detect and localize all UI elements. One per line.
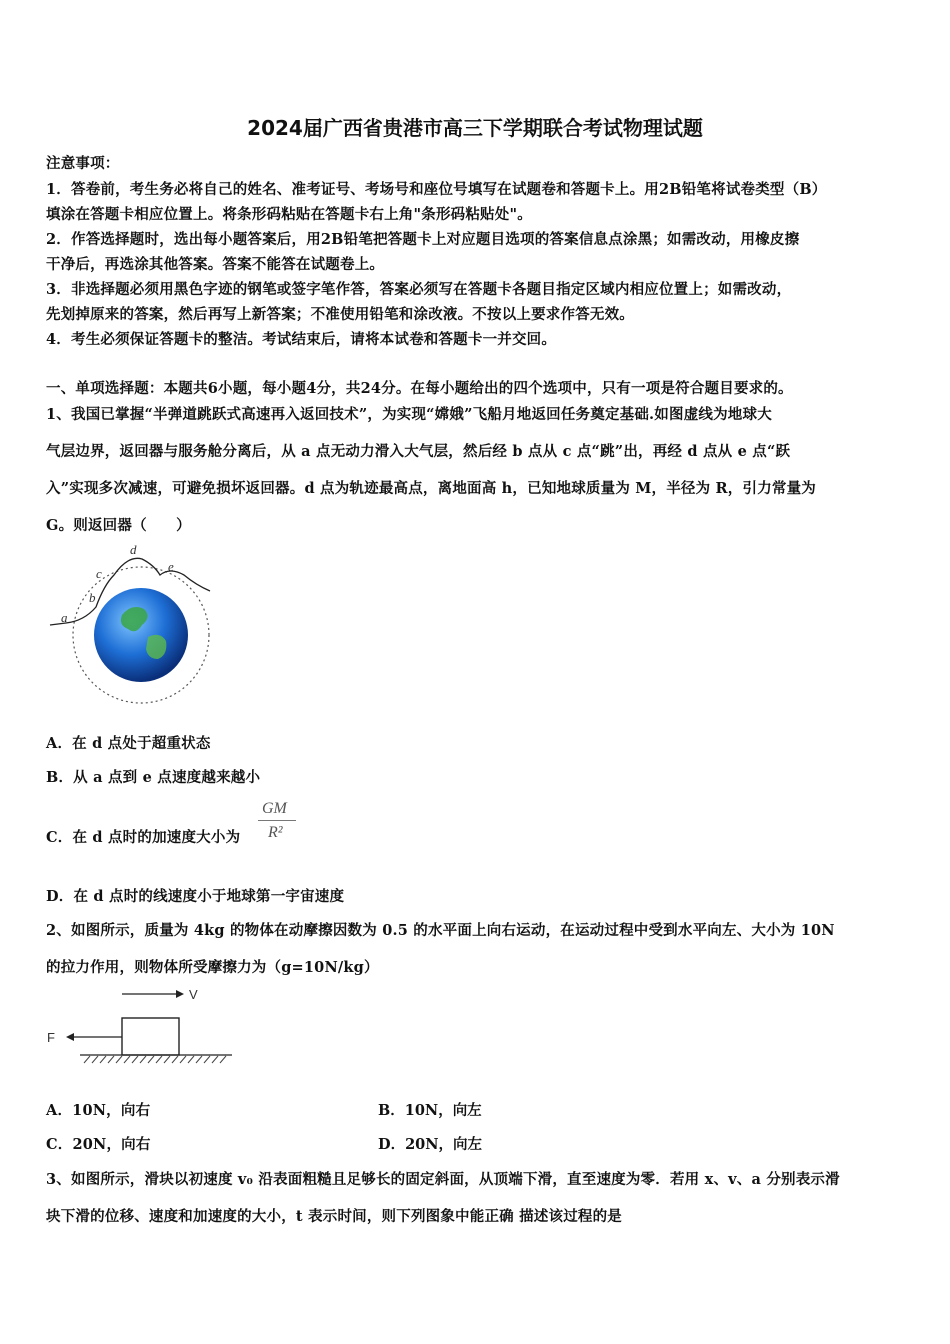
- fig-label-e: e: [168, 559, 174, 574]
- question-2-text: 2、如图所示，质量为 4kg 的物体在动摩擦因数为 0.5 的水平面上向右运动，在运动过程中受到水平向左、大小为 10N: [46, 922, 835, 939]
- fig-label-a: a: [61, 610, 68, 625]
- question-1-text: 1、我国已掌握“半弹道跳跃式高速再入返回技术”，为实现“嫦娥”飞船月地返回任务奠定基础.如图虚线为地球大: [46, 406, 772, 423]
- section-heading: 一、单项选择题：本题共6小题，每小题4分，共24分。在每小题给出的四个选项中，只有一项是符合题目要求的。: [46, 380, 793, 397]
- notice-line: 1．答卷前，考生务必将自己的姓名、准考证号、考场号和座位号填写在试题卷和答题卡上。用2B铅笔将试卷类型（B）: [46, 181, 827, 198]
- force-label: F: [47, 1030, 55, 1045]
- notice-line: 3．非选择题必须用黑色字迹的钢笔或签字笔作答，答案必须写在答题卡各题目指定区域内相应位置上；如需改动，: [46, 281, 792, 298]
- question-3-text: 3、如图所示，滑块以初速度 v₀ 沿表面粗糙且足够长的固定斜面，从顶端下滑，直至速度为零．若用 x、v、a 分别表示滑: [46, 1171, 840, 1188]
- velocity-label: V: [189, 987, 198, 1002]
- fraction-numerator: GM: [262, 800, 287, 817]
- q2-option-a: A．10N，向右: [46, 1102, 151, 1119]
- block-diagram: [44, 983, 244, 1071]
- block: [122, 1018, 179, 1055]
- notice-heading: 注意事项：: [46, 155, 120, 172]
- page-title: 2024届广西省贵港市高三下学期联合考试物理试题: [247, 116, 703, 140]
- question-1-text: 入”实现多次减速，可避免损坏返回器。d 点为轨迹最高点，离地面高 h，已知地球质量为 M，半径为 R，引力常量为: [46, 480, 817, 497]
- notice-line: 4．考生必须保证答题卡的整洁。考试结束后，请将本试卷和答题卡一并交回。: [46, 331, 557, 348]
- q1-option-a: A．在 d 点处于超重状态: [46, 735, 211, 752]
- notice-line: 干净后，再选涂其他答案。答案不能答在试题卷上。: [46, 256, 385, 273]
- reentry-diagram: [44, 545, 219, 710]
- question-1-text: G。则返回器（ ）: [46, 517, 191, 534]
- fig-label-c: c: [96, 566, 102, 581]
- arrow-right-icon: [176, 990, 184, 998]
- fig-label-b: b: [89, 590, 96, 605]
- notice-line: 先划掉原来的答案，然后再写上新答案；不准使用铅笔和涂改液。不按以上要求作答无效。: [46, 306, 634, 323]
- q2-option-c: C．20N，向右: [46, 1136, 151, 1153]
- question-2-text: 的拉力作用，则物体所受摩擦力为（g=10N/kg）: [46, 959, 379, 976]
- arrow-left-icon: [66, 1033, 74, 1041]
- fraction-denominator: R²: [268, 824, 283, 841]
- fraction-bar: [258, 820, 296, 821]
- q2-option-d: D．20N，向左: [378, 1136, 483, 1153]
- earth-globe: [94, 588, 188, 682]
- fig-label-d: d: [130, 545, 137, 557]
- q2-option-b: B．10N，向左: [378, 1102, 482, 1119]
- question-1-text: 气层边界，返回器与服务舱分离后，从 a 点无动力滑入大气层，然后经 b 点从 c 点“跳”出，再经 d 点从 e 点“跃: [46, 443, 791, 460]
- notice-line: 2．作答选择题时，选出每小题答案后，用2B铅笔把答题卡上对应题目选项的答案信息点涂黑；如需改动，用橡皮擦: [46, 231, 800, 248]
- question-3-text: 块下滑的位移、速度和加速度的大小，t 表示时间，则下列图象中能正确 描述该过程的是: [46, 1208, 622, 1225]
- q1-option-d: D．在 d 点时的线速度小于地球第一宇宙速度: [46, 888, 345, 905]
- q1-option-b: B．从 a 点到 e 点速度越来越小: [46, 769, 261, 786]
- notice-line: 填涂在答题卡相应位置上。将条形码粘贴在答题卡右上角"条形码粘贴处"。: [46, 206, 532, 223]
- q1-option-c: C．在 d 点时的加速度大小为: [46, 829, 241, 846]
- ground-hatch: [84, 1056, 226, 1063]
